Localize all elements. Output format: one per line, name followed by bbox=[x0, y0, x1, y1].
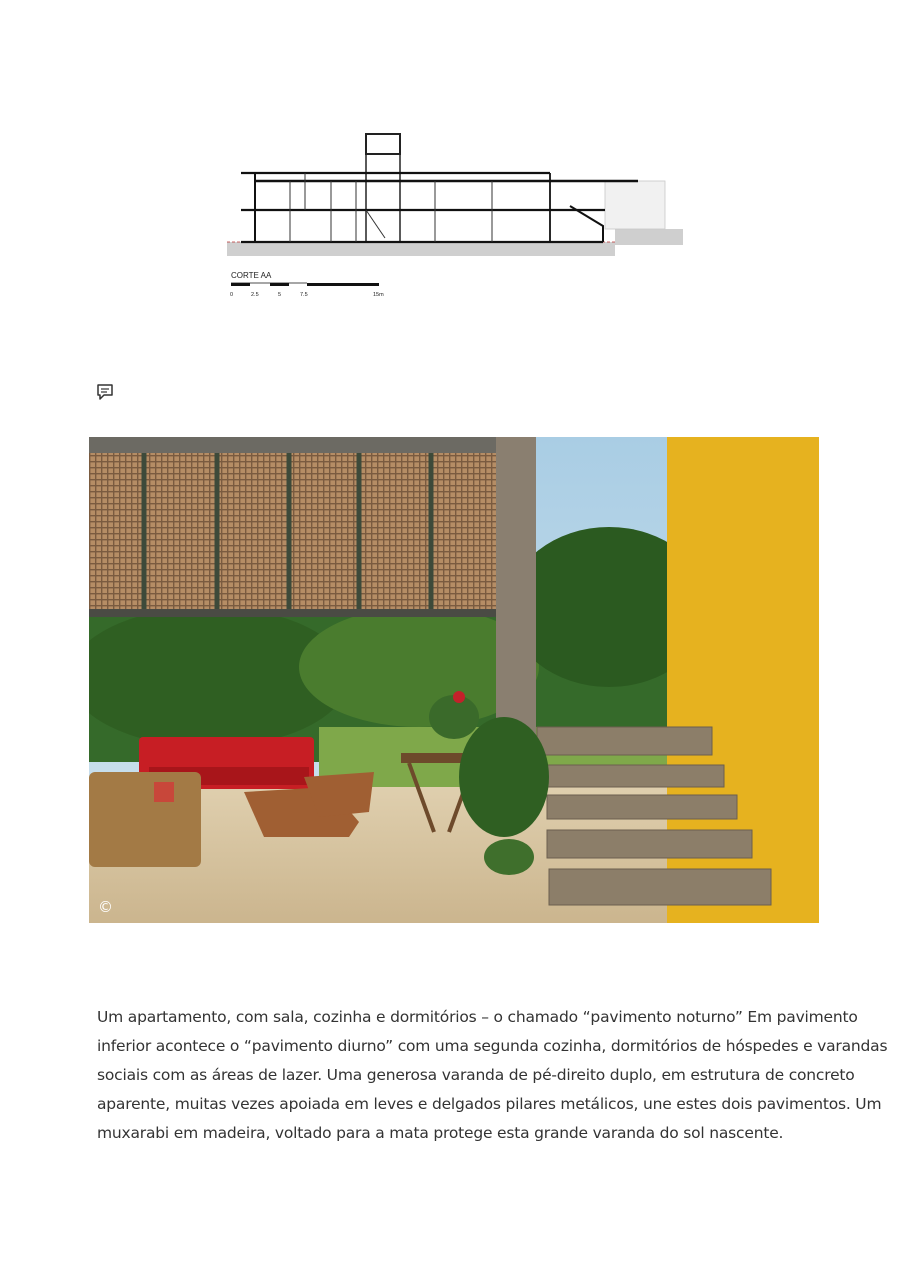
section-drawing bbox=[225, 128, 685, 303]
stair-step bbox=[547, 795, 737, 819]
paragraph-line: sociais com as áreas de lazer. Uma generosa varanda de pé-direito duplo, em estrutura de concreto bbox=[97, 1066, 855, 1084]
wicker-chair bbox=[89, 772, 201, 867]
potted-plant bbox=[459, 717, 549, 837]
comment-icon[interactable] bbox=[96, 383, 114, 401]
tower bbox=[366, 134, 400, 154]
annex bbox=[605, 181, 665, 229]
stair-step bbox=[549, 869, 771, 905]
concrete-column bbox=[496, 437, 536, 737]
ground-fill-right bbox=[615, 229, 683, 245]
scale-tick: 5 bbox=[278, 292, 282, 298]
stair-step bbox=[547, 830, 752, 858]
copyright-badge[interactable]: © bbox=[98, 898, 113, 916]
veranda-photo bbox=[89, 437, 819, 923]
muxarabi-screen bbox=[89, 453, 499, 615]
paragraph-line: Um apartamento, com sala, cozinha e dormitórios – o chamado “pavimento noturno” Em pavimento bbox=[97, 1008, 858, 1026]
scale-tick: 0 bbox=[230, 292, 234, 298]
ground-fill bbox=[227, 242, 615, 256]
scale-tick: 2.5 bbox=[251, 292, 259, 298]
paragraph-line: inferior acontece o “pavimento diurno” com uma segunda cozinha, dormitórios de hóspedes e varandas bbox=[97, 1037, 888, 1055]
ceiling bbox=[89, 437, 499, 453]
scale-tick: 7.5 bbox=[300, 292, 308, 298]
stair-step bbox=[537, 727, 712, 755]
section-label: CORTE AA bbox=[231, 271, 272, 280]
article-paragraph bbox=[97, 1003, 888, 1148]
paragraph-line: aparente, muitas vezes apoiada em leves e delgados pilares metálicos, une estes dois pavimentos. Um bbox=[97, 1095, 882, 1113]
paragraph-line: muxarabi em madeira, voltado para a mata protege esta grande varanda do sol nascente. bbox=[97, 1124, 784, 1142]
scale-tick: 15m bbox=[373, 292, 384, 298]
stair-step bbox=[544, 765, 724, 787]
